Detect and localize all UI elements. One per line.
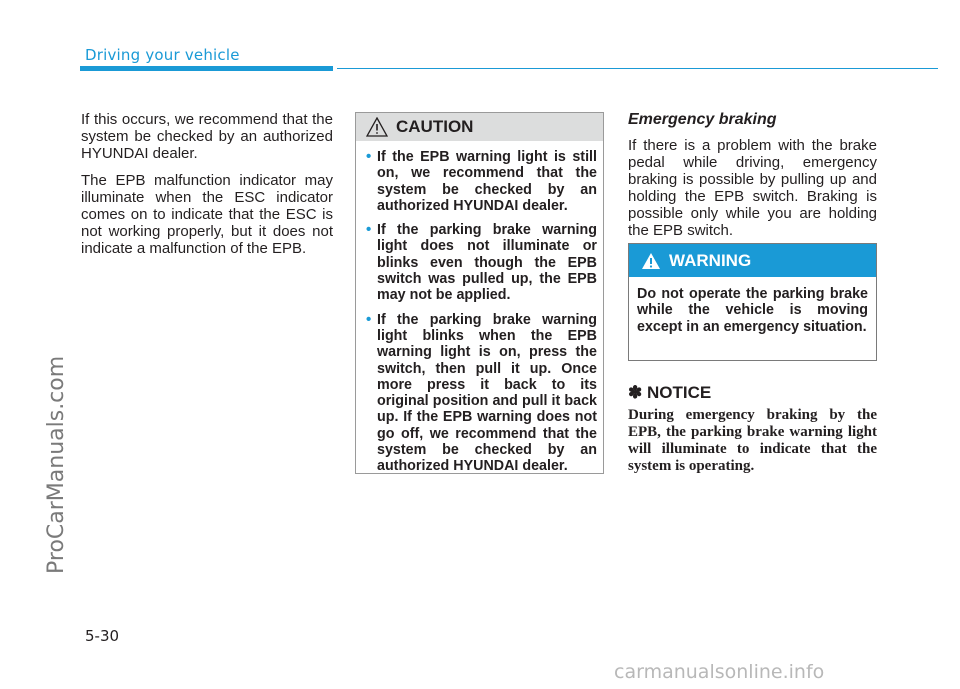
warning-box (628, 243, 877, 361)
page-number: 5-30 (85, 627, 120, 645)
section-title: Driving your vehicle (85, 46, 240, 64)
caution-item (366, 222, 597, 303)
caution-header (356, 113, 603, 141)
emergency-braking-title: Emergency braking (628, 111, 777, 128)
caution-item-text: If the parking brake warning light blinks when the EPB warning light is on, press the switch, then pull it up. Once more press it back to its original position and pull it back up. If the EPB warning does not go off, we recommend that the system be checked by an authorized HYUNDAI dealer. (377, 311, 597, 475)
warning-text: Do not operate the parking brake while the vehicle is moving except in an emergency situation. (637, 286, 868, 335)
paragraph: If this occurs, we recommend that the system be checked by an authorized HYUNDAI dealer. (81, 111, 333, 162)
warning-title: WARNING (669, 250, 752, 270)
footer-watermark: carmanualsonline.info (614, 661, 825, 683)
paragraph: The EPB malfunction indicator may illuminate when the ESC indicator comes on to indicate that the ESC is not working properly, but it does not indicate a malfunction of the EPB. (81, 172, 333, 257)
caution-box (355, 112, 604, 474)
caution-item (366, 149, 597, 214)
bullet-icon: • (366, 310, 372, 328)
bullet-icon: • (366, 221, 372, 239)
side-watermark: ProCarManuals.com (44, 355, 69, 574)
warning-triangle-icon (641, 252, 661, 270)
warning-header (629, 244, 876, 277)
caution-title: CAUTION (396, 117, 474, 136)
caution-list (356, 141, 603, 475)
header-rule-thin (337, 68, 938, 69)
notice-title: ✽ NOTICE (628, 383, 712, 402)
header-rule-thick (80, 66, 333, 71)
caution-item (366, 312, 597, 475)
right-column (628, 111, 877, 249)
caution-item-text: If the parking brake warning light does not illuminate or blinks even though the EPB switch was pulled up, the EPB may not be applied. (377, 222, 597, 304)
bullet-icon: • (366, 148, 372, 165)
caution-triangle-icon (366, 117, 388, 137)
caution-item-text: If the EPB warning light is still on, we recommend that the system be checked by an authorized HYUNDAI dealer. (377, 149, 597, 214)
left-column (81, 111, 333, 267)
emergency-braking-text: If there is a problem with the brake pedal while driving, emergency braking is possible by pulling up and holding the EPB switch. Braking is possible only while you are holding the EPB switch. (628, 137, 877, 239)
notice-text: During emergency braking by the EPB, the parking brake warning light will illuminate to indicate that the system is operating. (628, 407, 877, 474)
